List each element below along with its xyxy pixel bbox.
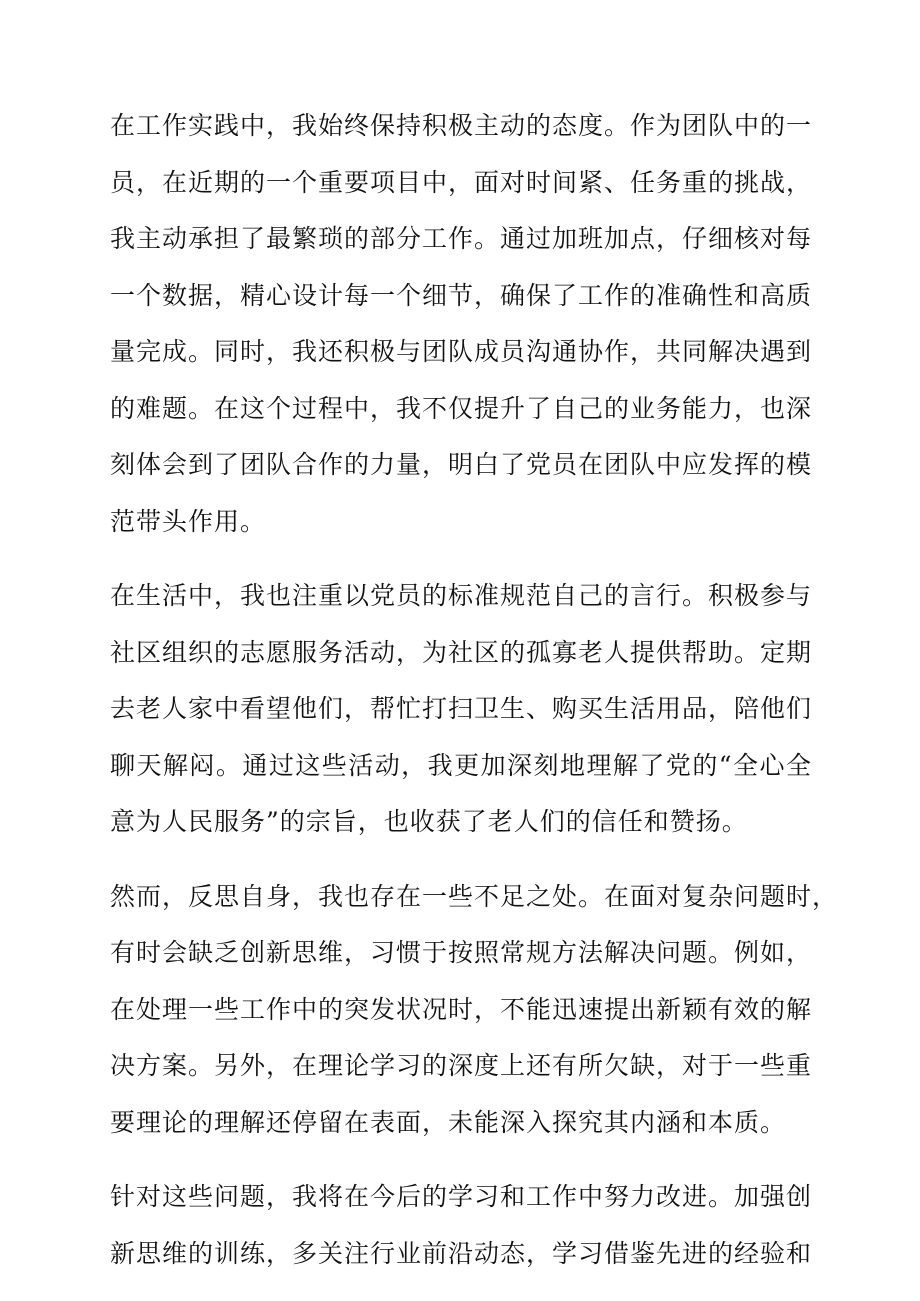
text-line: 在生活中，我也注重以党员的标准规范自己的言行。积极参与 <box>110 581 813 610</box>
paragraph-self-reflection <box>110 869 839 1152</box>
paragraph-daily-life <box>110 568 812 851</box>
text-line: 我主动承担了最繁琐的部分工作。通过加班加点，仔细核对每 <box>110 224 813 253</box>
text-line: 范带头作用。 <box>110 506 267 536</box>
text-line: 的难题。在这个过程中，我不仅提升了自己的业务能力，也深 <box>110 393 813 423</box>
text-line: 有时会缺乏创新思维，习惯于按照常规方法解决问题。例如， <box>110 938 813 967</box>
text-line: 一个数据，精心设计每一个细节，确保了工作的准确性和高质 <box>110 280 813 310</box>
paragraph-work-practice <box>110 98 812 550</box>
text-line: 在工作实践中，我始终保持积极主动的态度。作为团队中的一 <box>110 111 813 140</box>
text-line: 要理论的理解还停留在表面，未能深入探究其内涵和本质。 <box>110 1107 787 1137</box>
text-line: 针对这些问题，我将在今后的学习和工作中努力改进。加强创 <box>110 1182 813 1211</box>
text-line: 在处理一些工作中的突发状况时，不能迅速提出新颖有效的解 <box>110 994 813 1024</box>
text-line: 聊天解闷。通过这些活动，我更加深刻地理解了党的“全心全 <box>110 750 812 780</box>
document-body <box>110 98 839 1300</box>
text-line: 量完成。同时，我还积极与团队成员沟通协作，共同解决遇到 <box>110 337 813 366</box>
paragraph-improvement-plan <box>110 1169 812 1282</box>
text-line: 然而，反思自身，我也存在一些不足之处。在面对复杂问题时， <box>110 881 839 911</box>
text-line: 去老人家中看望他们，帮忙打扫卫生、购买生活用品，陪他们 <box>110 694 813 723</box>
text-line: 意为人民服务”的宗旨，也收获了老人们的信任和赞扬。 <box>110 807 748 836</box>
text-line: 决方案。另外，在理论学习的深度上还有所欠缺，对于一些重 <box>110 1051 813 1080</box>
text-line: 新思维的训练，多关注行业前沿动态，学习借鉴先进的经验和 <box>110 1238 813 1268</box>
text-line: 社区组织的志愿服务活动，为社区的孤寡老人提供帮助。定期 <box>110 637 813 667</box>
text-line: 刻体会到了团队合作的力量，明白了党员在团队中应发挥的模 <box>110 450 813 479</box>
text-line: 员，在近期的一个重要项目中，面对时间紧、任务重的挑战， <box>110 167 813 197</box>
